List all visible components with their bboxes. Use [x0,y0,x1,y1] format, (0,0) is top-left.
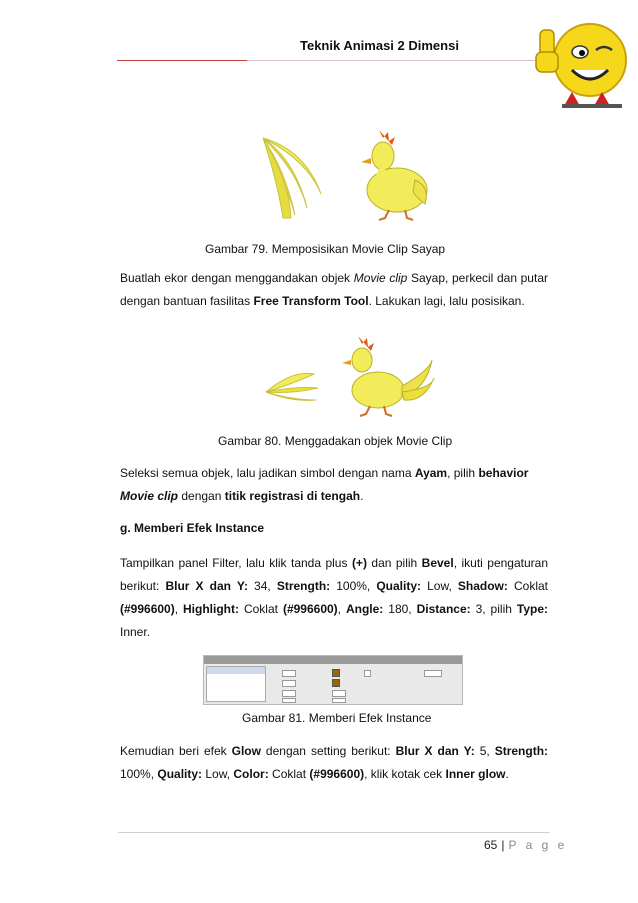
paragraph-convert-symbol: Seleksi semua objek, lalu jadikan simbol dengan nama Ayam, pilih behavior Movie clip dengan titik registrasi di tengah. [120,466,529,503]
highlight-swatch [332,679,340,687]
figure-81-filter-panel-image [203,655,463,705]
blur-x-field [282,670,296,677]
figure-79-caption: Gambar 79. Memposisikan Movie Clip Sayap [205,242,446,256]
blur-y-field [282,680,296,687]
paragraph-bevel-settings: Tampilkan panel Filter, lalu klik tanda plus (+) dan pilih Bevel, ikuti pengaturan berikut: Blur X dan Y: 34, Strength: 100%, Quality: Low, Shadow: Coklat (#996600), Highlight: Coklat (#996600), Angle: 180, Distance: 3, pilih Type: Inner. [120,556,548,639]
smiley-thumbs-up-icon [532,12,632,112]
type-select [424,670,442,677]
figure-81-caption: Gambar 81. Memberi Efek Instance [242,711,432,725]
page-label: P a g e [508,838,568,852]
wing-shape [263,138,321,218]
filter-list-row [207,667,265,674]
paragraph-duplicate-tail: Buatlah ekor dengan menggandakan objek Movie clip Sayap, perkecil dan putar dengan bantuan fasilitas Free Transform Tool. Lakukan lagi, lalu posisikan. [120,271,548,308]
filter-list [206,666,266,702]
page-footer [484,838,567,852]
filter-list-row [207,674,265,681]
shadow-swatch [332,669,340,677]
wing-small-shape [266,373,318,400]
section-heading-g: g. Memberi Efek Instance [120,521,265,535]
header-title: Teknik Animasi 2 Dimensi [300,38,459,53]
distance-field [332,698,346,703]
page-number: 65 [484,838,498,852]
footer-separator: | [501,838,505,852]
panel-tab-bar [204,656,462,664]
footer-divider [118,832,550,833]
angle-field [332,690,346,697]
header-divider-accent [117,60,247,61]
chick-with-tail-shape [342,336,434,416]
strength-field [282,690,296,697]
quality-field [282,698,296,703]
figure-80-image [262,330,438,426]
chick-shape [361,130,427,220]
figure-79-image [255,120,435,230]
knockout-checkbox [364,670,371,677]
figure-80-caption: Gambar 80. Menggadakan objek Movie Clip [218,434,453,448]
paragraph-glow-settings: Kemudian beri efek Glow dengan setting berikut: Blur X dan Y: 5, Strength: 100%, Quality: Low, Color: Coklat (#996600), klik kotak cek Inner glow. [120,744,549,781]
